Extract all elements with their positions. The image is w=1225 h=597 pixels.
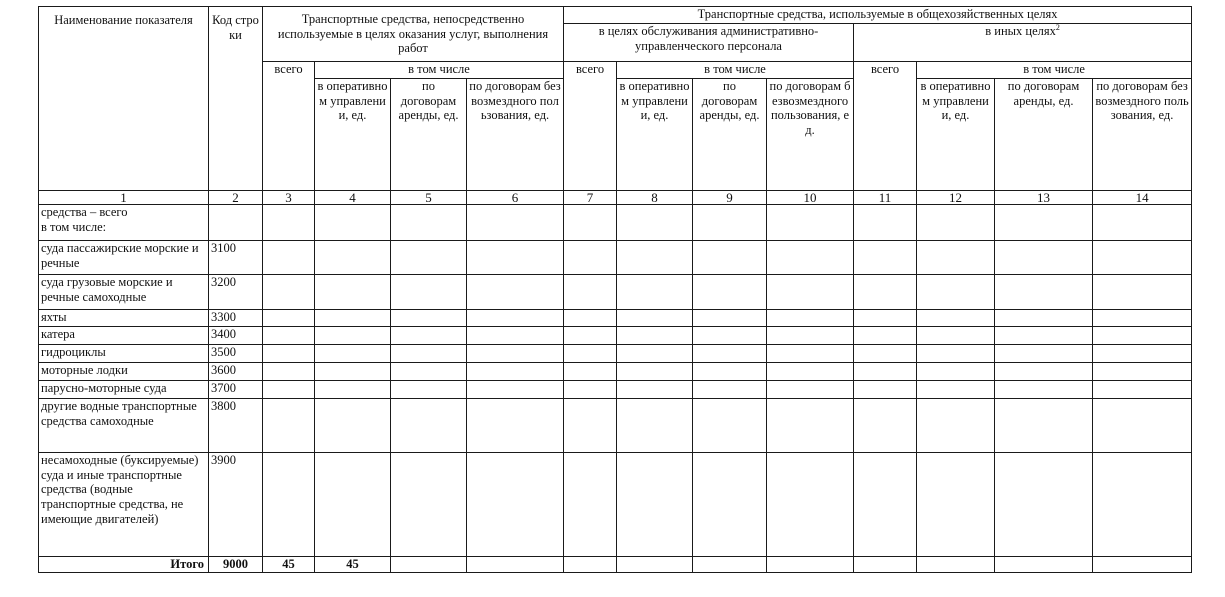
header-operational-b2: в оперативном управлении, ед. [917, 79, 995, 191]
table-row [39, 381, 1192, 399]
data-cell [995, 399, 1093, 453]
data-cell [263, 345, 315, 363]
data-cell [767, 275, 854, 310]
total-col-4: 45 [315, 557, 391, 573]
header-general-use: Транспортные средства, используемые в общехозяйственных целях [564, 7, 1192, 24]
total-code: 9000 [209, 557, 263, 573]
row-code: 3200 [209, 275, 263, 310]
table-row [39, 205, 1192, 241]
data-cell [391, 205, 467, 241]
data-cell [315, 399, 391, 453]
total-col-12 [917, 557, 995, 573]
table-row [39, 345, 1192, 363]
header-total-b1: всего [564, 62, 617, 191]
data-cell [693, 345, 767, 363]
data-cell [617, 310, 693, 327]
total-col-8 [617, 557, 693, 573]
column-number: 7 [564, 191, 617, 205]
data-cell [263, 327, 315, 345]
header-free-use-b1: по договорам безвозмездного пользования, ед. [767, 79, 854, 191]
data-cell [995, 363, 1093, 381]
total-col-5 [391, 557, 467, 573]
data-cell [1093, 327, 1192, 345]
row-code [209, 205, 263, 241]
data-cell [693, 363, 767, 381]
total-row [39, 557, 1192, 573]
header-free-use-b2: по договорам безвозмездного пользования, ед. [1093, 79, 1192, 191]
header-other-purposes [854, 24, 1192, 62]
table-row [39, 241, 1192, 275]
data-cell [617, 381, 693, 399]
data-cell [617, 205, 693, 241]
table-row [39, 363, 1192, 381]
table-row [39, 327, 1192, 345]
row-code: 3400 [209, 327, 263, 345]
data-cell [693, 310, 767, 327]
row-code: 3300 [209, 310, 263, 327]
row-label: другие водные транспортные средства самоходные [39, 399, 209, 453]
data-cell [917, 363, 995, 381]
data-cell [617, 275, 693, 310]
data-cell [391, 363, 467, 381]
data-cell [917, 345, 995, 363]
data-cell [693, 381, 767, 399]
row-label: моторные лодки [39, 363, 209, 381]
data-cell [854, 399, 917, 453]
data-cell [263, 381, 315, 399]
data-cell [693, 241, 767, 275]
data-cell [767, 310, 854, 327]
header-free-use-a: по договорам безвозмездного пользования, ед. [467, 79, 564, 191]
data-cell [564, 345, 617, 363]
total-col-3: 45 [263, 557, 315, 573]
table-row [39, 399, 1192, 453]
column-number: 2 [209, 191, 263, 205]
data-cell [263, 453, 315, 557]
header-name: Наименование показателя [39, 7, 209, 191]
data-cell [693, 205, 767, 241]
data-cell [854, 327, 917, 345]
data-cell [391, 310, 467, 327]
data-cell [315, 345, 391, 363]
data-cell [917, 453, 995, 557]
data-cell [995, 275, 1093, 310]
data-cell [467, 363, 564, 381]
data-cell [1093, 310, 1192, 327]
column-number: 8 [617, 191, 693, 205]
data-cell [917, 381, 995, 399]
header-total-a: всего [263, 62, 315, 191]
data-cell [767, 363, 854, 381]
data-cell [315, 327, 391, 345]
data-cell [854, 241, 917, 275]
data-cell [564, 241, 617, 275]
data-cell [1093, 381, 1192, 399]
header-lease-b1: по договорам аренды, ед. [693, 79, 767, 191]
data-cell [854, 205, 917, 241]
data-cell [1093, 205, 1192, 241]
data-cell [693, 453, 767, 557]
data-cell [315, 205, 391, 241]
header-operational-a: в оперативном управлении, ед. [315, 79, 391, 191]
data-cell [467, 453, 564, 557]
data-cell [564, 310, 617, 327]
data-cell [467, 205, 564, 241]
row-label: средства – всего в том числе: [39, 205, 209, 241]
data-cell [917, 327, 995, 345]
data-cell [315, 275, 391, 310]
header-including-b1: в том числе [617, 62, 854, 79]
table-body [39, 205, 1192, 557]
row-label: суда пассажирские морские и речные [39, 241, 209, 275]
data-cell [995, 310, 1093, 327]
column-number: 14 [1093, 191, 1192, 205]
data-cell [854, 310, 917, 327]
column-number: 10 [767, 191, 854, 205]
row-code: 3500 [209, 345, 263, 363]
row-code: 3700 [209, 381, 263, 399]
data-cell [854, 363, 917, 381]
data-cell [995, 381, 1093, 399]
table-row [39, 310, 1192, 327]
data-cell [564, 399, 617, 453]
column-number: 3 [263, 191, 315, 205]
row-code: 3900 [209, 453, 263, 557]
data-cell [391, 327, 467, 345]
data-cell [854, 453, 917, 557]
header-total-b2: всего [854, 62, 917, 191]
data-cell [467, 399, 564, 453]
table-row [39, 275, 1192, 310]
table-row [39, 453, 1192, 557]
data-cell [391, 275, 467, 310]
data-cell [1093, 363, 1192, 381]
data-cell [391, 241, 467, 275]
total-col-6 [467, 557, 564, 573]
data-cell [767, 381, 854, 399]
data-cell [564, 275, 617, 310]
data-cell [617, 363, 693, 381]
data-cell [467, 345, 564, 363]
header-direct-use: Транспортные средства, непосредственно используемые в целях оказания услуг, выполнения работ [263, 7, 564, 62]
footnote-mark: 2 [1055, 23, 1060, 32]
data-cell [391, 399, 467, 453]
header-code: Код строки [209, 7, 263, 191]
row-code: 3100 [209, 241, 263, 275]
data-cell [767, 327, 854, 345]
column-number: 6 [467, 191, 564, 205]
data-cell [391, 381, 467, 399]
data-cell [617, 453, 693, 557]
data-cell [767, 399, 854, 453]
total-col-14 [1093, 557, 1192, 573]
data-cell [263, 363, 315, 381]
data-cell [617, 399, 693, 453]
data-cell [467, 241, 564, 275]
data-cell [1093, 453, 1192, 557]
column-number: 1 [39, 191, 209, 205]
data-cell [263, 275, 315, 310]
data-cell [767, 205, 854, 241]
data-cell [767, 453, 854, 557]
data-cell [917, 241, 995, 275]
column-number: 4 [315, 191, 391, 205]
header-including-b2: в том числе [917, 62, 1192, 79]
data-cell [391, 453, 467, 557]
data-cell [854, 381, 917, 399]
data-cell [767, 345, 854, 363]
data-cell [564, 363, 617, 381]
data-cell [263, 205, 315, 241]
column-number: 13 [995, 191, 1093, 205]
column-number: 11 [854, 191, 917, 205]
column-number: 5 [391, 191, 467, 205]
data-cell [854, 275, 917, 310]
data-cell [564, 453, 617, 557]
total-col-10 [767, 557, 854, 573]
data-cell [995, 453, 1093, 557]
data-cell [917, 275, 995, 310]
data-cell [1093, 275, 1192, 310]
data-cell [467, 275, 564, 310]
data-cell [995, 241, 1093, 275]
data-cell [693, 399, 767, 453]
column-number: 9 [693, 191, 767, 205]
data-cell [693, 327, 767, 345]
row-label: суда грузовые морские и речные самоходные [39, 275, 209, 310]
data-cell [467, 381, 564, 399]
total-col-11 [854, 557, 917, 573]
row-code: 3600 [209, 363, 263, 381]
column-number-row [39, 191, 1192, 205]
data-cell [917, 399, 995, 453]
data-cell [564, 381, 617, 399]
row-label: несамоходные (буксируемые) суда и иные транспортные средства (водные транспортные средства, не имеющие двигателей) [39, 453, 209, 557]
data-cell [467, 310, 564, 327]
data-cell [617, 327, 693, 345]
header-lease-a: по договорам аренды, ед. [391, 79, 467, 191]
data-cell [315, 310, 391, 327]
data-cell [564, 205, 617, 241]
header-operational-b1: в оперативном управлении, ед. [617, 79, 693, 191]
data-cell [995, 327, 1093, 345]
data-cell [1093, 241, 1192, 275]
row-label: парусно-моторные суда [39, 381, 209, 399]
data-cell [917, 310, 995, 327]
header-lease-b2: по договорам аренды, ед. [995, 79, 1093, 191]
data-cell [693, 275, 767, 310]
data-cell [315, 453, 391, 557]
header-row-1 [39, 7, 1192, 24]
data-cell [467, 327, 564, 345]
row-label: катера [39, 327, 209, 345]
data-cell [995, 205, 1093, 241]
data-cell [564, 327, 617, 345]
water-transport-table [38, 6, 1192, 573]
row-label: гидроциклы [39, 345, 209, 363]
data-cell [617, 345, 693, 363]
column-number: 12 [917, 191, 995, 205]
data-cell [315, 381, 391, 399]
data-cell [917, 205, 995, 241]
row-label: яхты [39, 310, 209, 327]
data-cell [391, 345, 467, 363]
data-cell [617, 241, 693, 275]
data-cell [263, 310, 315, 327]
data-cell [315, 241, 391, 275]
data-cell [1093, 399, 1192, 453]
total-label: Итого [39, 557, 209, 573]
total-col-7 [564, 557, 617, 573]
data-cell [995, 345, 1093, 363]
row-code: 3800 [209, 399, 263, 453]
data-cell [1093, 345, 1192, 363]
total-col-13 [995, 557, 1093, 573]
data-cell [315, 363, 391, 381]
total-col-9 [693, 557, 767, 573]
header-other-purposes-label: в иных целях [985, 24, 1056, 38]
data-cell [767, 241, 854, 275]
data-cell [854, 345, 917, 363]
data-cell [263, 241, 315, 275]
data-cell [263, 399, 315, 453]
header-including-a: в том числе [315, 62, 564, 79]
header-admin-staff: в целях обслуживания административно-управленческого персонала [564, 24, 854, 62]
